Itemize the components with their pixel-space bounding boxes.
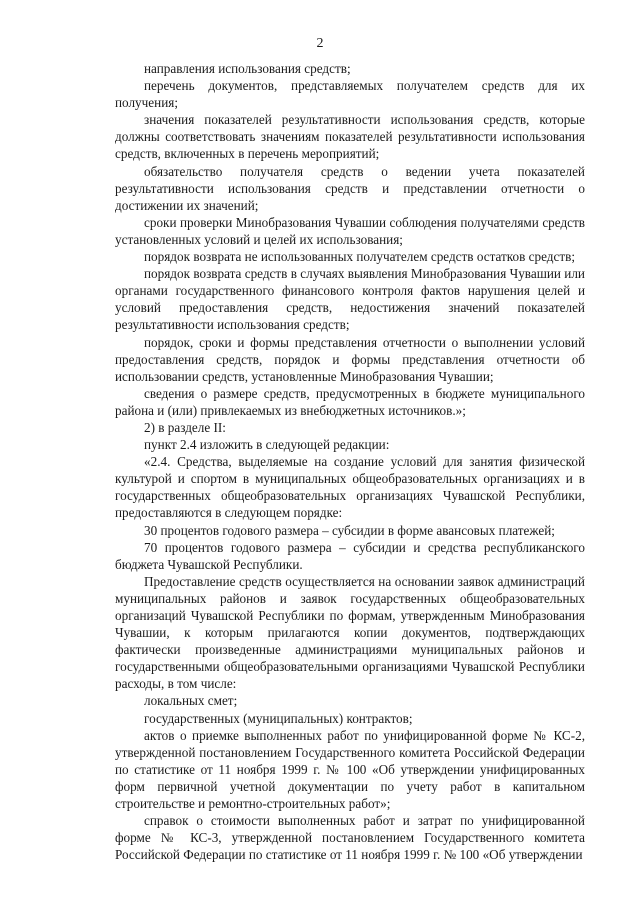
paragraph: порядок возврата средств в случаях выявления Минобразования Чувашии или органами государственного финансового контроля фактов нарушения целей и условий предоставления средств, недостижения значений показателей результативности использования средств; bbox=[115, 266, 585, 333]
paragraph: направления использования средств; bbox=[144, 61, 351, 76]
page-number: 2 bbox=[316, 36, 324, 51]
paragraph: 70 процентов годового размера – субсидии и средства республиканского бюджета Чувашской Республики. bbox=[115, 539, 585, 572]
paragraph: перечень документов, представляемых получателем средств для их получения; bbox=[115, 78, 585, 111]
paragraph: порядок возврата не использованных получателем средств остатков средств; bbox=[144, 249, 575, 265]
document-body bbox=[115, 60, 585, 863]
paragraph: 2) в разделе II: bbox=[144, 419, 226, 435]
paragraph: справок о стоимости выполненных работ и затрат по унифицированной форме № КС-3, утвержденной постановлением Государственного комитета Российской Федерации по статистике от 11 ноября 1999 г. № 100 «Об утверждении bbox=[115, 813, 585, 863]
paragraph: «2.4. Средства, выделяемые на создание условий для занятия физической культурой и спортом в муниципальных общеобразовательных организациях и в государственных общеобразовательных организациях Чувашской Республики, предоставляются в следующем порядке: bbox=[115, 454, 585, 521]
paragraph: сроки проверки Минобразования Чувашии соблюдения получателями средств установленных условий и целей их использования; bbox=[115, 214, 585, 247]
paragraph: Предоставление средств осуществляется на основании заявок администраций муниципальных районов и заявок государственных общеобразовательных организаций Чувашской Республики по формам, утвержденным Минобразования Чувашии, к которым прилагаются копии документов, подтверждающих фактически произведенные администрациями муниципальных районов и государственными общеобразовательными организациями Чувашской Республики расходы, в том числе: bbox=[115, 573, 585, 692]
paragraph: пункт 2.4 изложить в следующей редакции: bbox=[144, 437, 390, 453]
paragraph: 30 процентов годового размера – субсидии в форме авансовых платежей; bbox=[144, 522, 555, 538]
paragraph: актов о приемке выполненных работ по унифицированной форме № КС-2, утвержденной постановлением Государственного комитета Российской Федерации по статистике от 11 ноября 1999 г. № 100 «Об утверждении унифицированных форм первичной учетной документации по учету работ в капитальном строительстве и ремонтно-строительных работ»; bbox=[115, 727, 585, 812]
paragraph: сведения о размере средств, предусмотренных в бюджете муниципального района и (или) привлекаемых из внебюджетных источников.»; bbox=[115, 385, 585, 418]
paragraph: локальных смет; bbox=[144, 693, 238, 709]
paragraph: значения показателей результативности использования средств, которые должны соответствовать значениям показателей результативности использования средств, включенных в перечень мероприятий; bbox=[115, 112, 585, 162]
paragraph: обязательство получателя средств о ведении учета показателей результативности использования средств и представлении отчетности о достижении их значений; bbox=[115, 163, 585, 213]
paragraph: государственных (муниципальных) контрактов; bbox=[144, 710, 413, 726]
paragraph: порядок, сроки и формы представления отчетности о выполнении условий предоставления средств, порядок и формы представления отчетности об использовании средств, установленные Минобразования Чувашии; bbox=[115, 334, 585, 384]
